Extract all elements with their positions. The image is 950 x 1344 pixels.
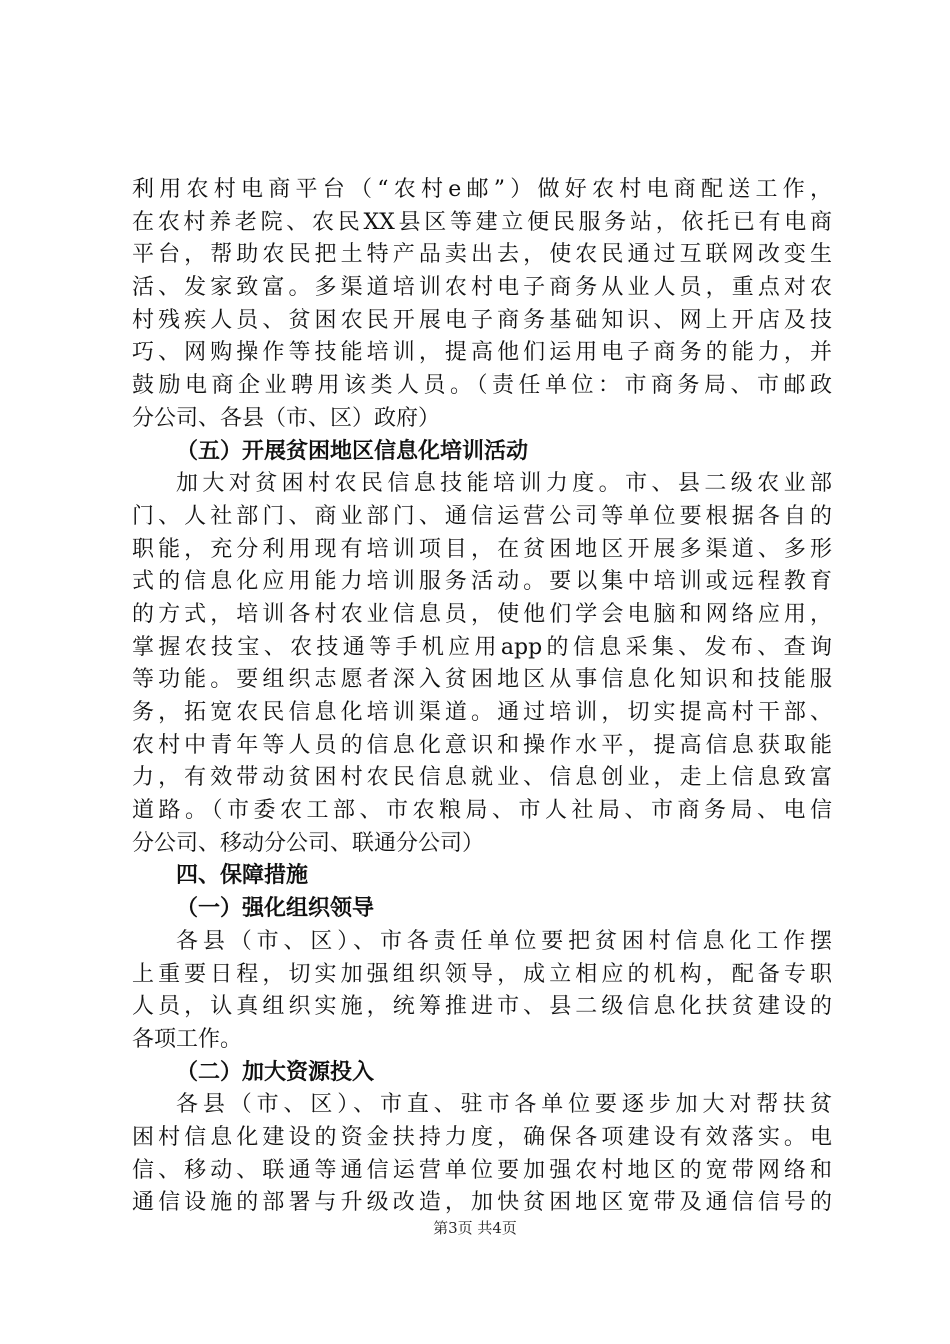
text-line: 等功能。要组织志愿者深入贫困地区从事信息化知识和技能服 bbox=[132, 667, 832, 693]
text-line: 分公司、移动分公司、联通分公司） bbox=[132, 830, 485, 856]
text-line: 鼓励电商企业聘用该类人员。（责任单位：市商务局、市邮政 bbox=[132, 373, 832, 399]
text-line: 活、发家致富。多渠道培训农村电子商务从业人员，重点对农 bbox=[132, 275, 832, 301]
text-line: 村残疾人员、贫困农民开展电子商务基础知识、网上开店及技 bbox=[132, 307, 832, 333]
text-line: 通信设施的部署与升级改造，加快贫困地区宽带及通信信号的 bbox=[132, 1190, 832, 1216]
section-heading-safeguards: 四、保障措施 bbox=[176, 863, 309, 889]
document-body bbox=[132, 174, 832, 1220]
text-line: 的方式，培训各村农业信息员，使他们学会电脑和网络应用， bbox=[132, 601, 832, 627]
text-line: 平台，帮助农民把土特产品卖出去，使农民通过互联网改变生 bbox=[132, 242, 832, 268]
text-line: 人员，认真组织实施，统筹推进市、县二级信息化扶贫建设的 bbox=[132, 994, 832, 1020]
text-line: 信、移动、联通等通信运营单位要加强农村地区的宽带网络和 bbox=[132, 1157, 832, 1183]
text-line: 道路。（市委农工部、市农粮局、市人社局、市商务局、电信 bbox=[132, 798, 832, 824]
text-line: 利用农村电商平台（“农村e邮”）做好农村电商配送工作， bbox=[132, 177, 832, 202]
paragraph-resources bbox=[132, 1089, 832, 1220]
paragraph-leadership bbox=[132, 926, 832, 1057]
text-line: 各县（市、区）、市直、驻市各单位要逐步加大对帮扶贫 bbox=[176, 1092, 832, 1118]
text-line: 门、人社部门、商业部门、通信运营公司等单位要根据各自的 bbox=[132, 503, 832, 529]
text-line: 加大对贫困村农民信息技能培训力度。市、县二级农业部 bbox=[176, 471, 832, 497]
text-line: 力，有效带动贫困村农民信息就业、信息创业，走上信息致富 bbox=[132, 765, 832, 791]
text-line: 巧、网购操作等技能培训，提高他们运用电子商务的能力，并 bbox=[132, 340, 832, 366]
text-line: 农村中青年等人员的信息化意识和操作水平，提高信息获取能 bbox=[132, 732, 832, 758]
text-line: 各县（市、区）、市各责任单位要把贫困村信息化工作摆 bbox=[176, 928, 832, 954]
text-line: 各项工作。 bbox=[132, 1026, 243, 1052]
text-line: 掌握农技宝、农技通等手机应用app的信息采集、发布、查询 bbox=[132, 634, 832, 660]
text-line: 困村信息化建设的资金扶持力度，确保各项建设有效落实。电 bbox=[132, 1124, 832, 1150]
section-heading-resources: （二）加大资源投入 bbox=[176, 1059, 375, 1085]
text-line: 务，拓宽农民信息化培训渠道。通过培训，切实提高村干部、 bbox=[132, 700, 832, 725]
text-line: 上重要日程，切实加强组织领导，成立相应的机构，配备专职 bbox=[132, 961, 832, 987]
section-heading-leadership: （一）强化组织领导 bbox=[176, 896, 375, 922]
text-line: 分公司、各县（市、区）政府） bbox=[132, 405, 441, 431]
text-line: 职能，充分利用现有培训项目，在贫困地区开展多渠道、多形 bbox=[132, 536, 832, 562]
paragraph-training bbox=[132, 468, 832, 860]
text-line: 式的信息化应用能力培训服务活动。要以集中培训或远程教育 bbox=[132, 569, 832, 595]
paragraph-rural-ecommerce bbox=[132, 174, 832, 436]
page-number-footer: 第3页 共4页 bbox=[433, 1219, 517, 1237]
text-line: 在农村养老院、农民XX县区等建立便民服务站，依托已有电商 bbox=[132, 209, 832, 235]
section-heading-training: （五）开展贫困地区信息化培训活动 bbox=[176, 438, 529, 464]
